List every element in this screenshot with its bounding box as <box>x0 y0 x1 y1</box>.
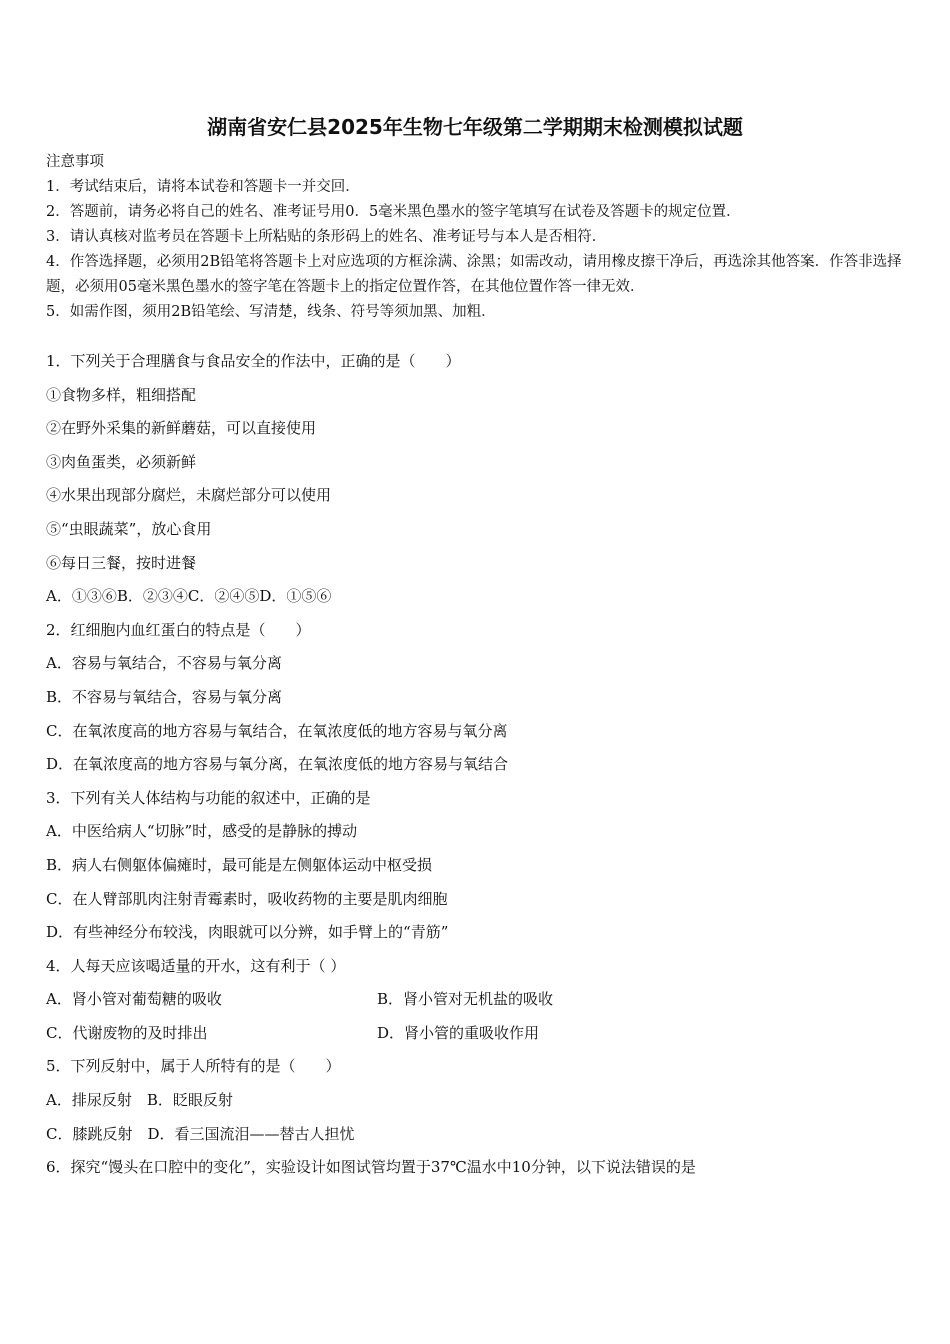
notice-item: 4．作答选择题，必须用2B铅笔将答题卡上对应选项的方框涂满、涂黑；如需改动，请用橡皮擦干净后，再选涂其他答案．作答非选择题，必须用05毫米黑色墨水的签字笔在答题卡上的指定位置作答，在其他位置作答一律无效． <box>46 254 902 295</box>
question-2-option-a: A．容易与氧结合，不容易与氧分离 <box>46 654 282 673</box>
question-1-item: ③肉鱼蛋类，必须新鲜 <box>46 452 197 471</box>
notice-heading: 注意事项 <box>46 154 104 170</box>
question-3-stem: 3．下列有关人体结构与功能的叙述中，正确的是 <box>46 788 371 807</box>
question-5-options-row: C．膝跳反射 D．看三国流泪——替古人担忧 <box>46 1124 355 1143</box>
question-4-option-a: A．肾小管对葡萄糖的吸收 <box>46 990 222 1009</box>
question-1-item: ①食物多样，粗细搭配 <box>46 385 197 404</box>
question-2-option-c: C．在氧浓度高的地方容易与氧结合，在氧浓度低的地方容易与氧分离 <box>46 721 508 740</box>
question-1-item: ②在野外采集的新鲜蘑菇，可以直接使用 <box>46 419 317 438</box>
question-4-option-b: B．肾小管对无机盐的吸收 <box>377 990 554 1009</box>
question-4-stem: 4．人每天应该喝适量的开水，这有利于（ ） <box>46 956 346 975</box>
question-3-option-a: A．中医给病人“切脉”时，感受的是静脉的搏动 <box>46 822 358 841</box>
question-3-option-d: D．有些神经分布较浅，肉眼就可以分辨，如手臂上的“青筋” <box>46 923 449 942</box>
notice-item: 1．考试结束后，请将本试卷和答题卡一并交回． <box>46 179 360 195</box>
question-4-option-c: C．代谢废物的及时排出 <box>46 1023 208 1042</box>
question-4-options-row <box>46 1019 906 1053</box>
questions-section <box>46 347 906 1187</box>
question-1-options: A．①③⑥B．②③④C．②④⑤D．①⑤⑥ <box>46 587 332 606</box>
notice-item: 5．如需作图，须用2B铅笔绘、写清楚，线条、符号等须加黑、加粗． <box>46 304 496 320</box>
notice-section <box>46 150 906 325</box>
question-1-item: ⑤“虫眼蔬菜”，放心食用 <box>46 519 212 538</box>
question-3-option-b: B．病人右侧躯体偏瘫时，最可能是左侧躯体运动中枢受损 <box>46 855 433 874</box>
page-title: 湖南省安仁县2025年生物七年级第二学期期末检测模拟试题 <box>207 115 743 139</box>
question-4-options-row <box>46 985 906 1019</box>
question-1-item: ④水果出现部分腐烂，未腐烂部分可以使用 <box>46 486 332 505</box>
question-1-stem: 1．下列关于合理膳食与食品安全的作法中，正确的是（ ） <box>46 352 461 370</box>
notice-item: 2．答题前，请务必将自己的姓名、准考证号用0．5毫米黑色墨水的签字笔填写在试卷及答题卡的规定位置． <box>46 204 741 220</box>
question-5-stem: 5．下列反射中，属于人所特有的是（ ） <box>46 1057 341 1076</box>
question-4-option-d: D．肾小管的重吸收作用 <box>377 1023 540 1042</box>
question-1-item: ⑥每日三餐，按时进餐 <box>46 553 197 572</box>
question-2-option-b: B．不容易与氧结合，容易与氧分离 <box>46 687 283 706</box>
question-2-option-d: D．在氧浓度高的地方容易与氧分离，在氧浓度低的地方容易与氧结合 <box>46 755 509 774</box>
notice-item: 3．请认真核对监考员在答题卡上所粘贴的条形码上的姓名、准考证号与本人是否相符． <box>46 229 607 245</box>
question-6-stem: 6．探究“馒头在口腔中的变化”，实验设计如图试管均置于37℃温水中10分钟，以下说法错误的是 <box>46 1158 696 1177</box>
question-2-stem: 2．红细胞内血红蛋白的特点是（ ） <box>46 620 311 639</box>
question-5-options-row: A．排尿反射 B．眨眼反射 <box>46 1091 233 1110</box>
question-3-option-c: C．在人臂部肌肉注射青霉素时，吸收药物的主要是肌肉细胞 <box>46 889 448 908</box>
